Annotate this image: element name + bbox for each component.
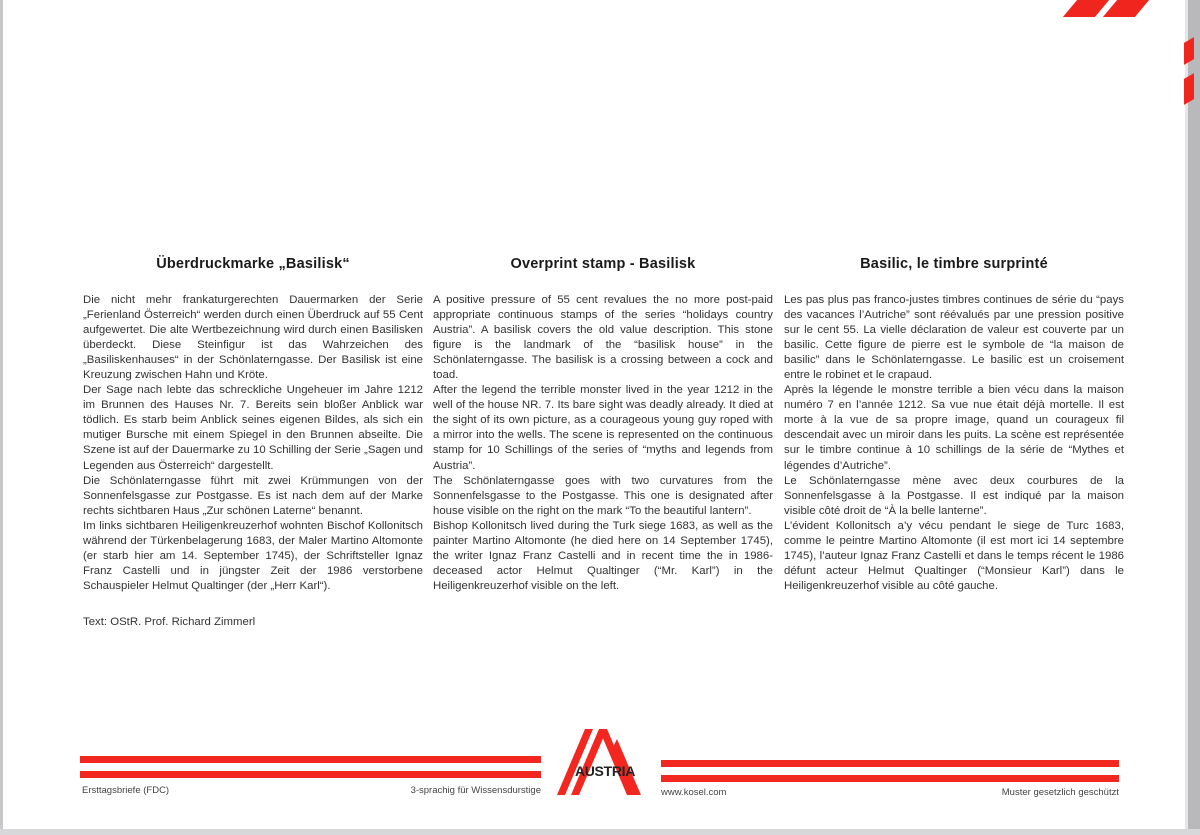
paragraph: L’évident Kollonitsch a’y vécu pendant le siege de Turc 1683, comme le peintre Martino Altomonte (il est mort ici 14 septembre 1745), l’auteur Ignaz Franz Castelli et dans le temps récent le 1986 défunt acteur Helmut Qualtinger (“Monsieur Karl”) dans le Heiligenkreuzerhof visible au côté gauche.	[784, 519, 1124, 592]
austria-logo	[555, 727, 645, 797]
paragraph: Après la légende le monstre terrible a bien vécu dans la maison numéro 7 en l’année 1212. Sa vue nue était déjà mortelle. Il est morte à la vue de sa propre image, quand un courageux fil descendait avec un miroir dans les puits. La scène est représentée sur le timbre continue à 10 schillings de la série de “Mythes et légendes d’Autriche”.	[784, 384, 1124, 472]
paragraph: Bishop Kollonitsch lived during the Turk siege 1683, as well as the painter Martino Altomonte (he died here on 14 September 1745), the writer Ignaz Franz Castelli and in recent time the in 1986-deceased actor Helmut Qualtinger (“Mr. Karl”) in the Heiligenkreuzerhof visible on the left.	[433, 519, 773, 592]
paragraph: Die Schönlaterngasse führt mit zwei Krümmungen von der Sonnenfelsgasse zur Postgasse. Es ist nach dem auf der Marke rechts sichtbaren Haus „Zur schönen Laterne“ benannt.	[83, 474, 423, 517]
austria-a-stripes-icon	[555, 727, 645, 797]
page-right-edge	[1188, 0, 1200, 835]
paragraph: A positive pressure of 55 cent revalues the no more post-paid appropriate continuous stamps of the series “holidays country Austria”. A basilisk covers the old value description. This stone figure is the landmark of the “basilisk house” in the Schönlaterngasse. The basilisk is a crossing between a cock and toad.	[433, 294, 773, 382]
author-credit: Text: OStR. Prof. Richard Zimmerl	[83, 615, 256, 628]
footer-stripe-right-top	[661, 760, 1119, 767]
footer-stripe-left-bottom	[80, 771, 541, 778]
footer-fdc-label: Ersttagsbriefe (FDC)	[82, 785, 170, 796]
footer-copyright-notice: Muster gesetzlich geschützt	[1001, 787, 1119, 798]
paragraph: Im links sichtbaren Heiligenkreuzerhof wohnten Bischof Kollonitsch während der Türkenbelagerung 1683, der Maler Martino Altomonte (er starb hier am 14. September 1745), der Schriftsteller Ignaz Franz Castelli und in jüngster Zeit der 1986 verstorbene Schauspieler Helmut Qualtinger (der „Herr Karl“).	[83, 519, 423, 592]
footer-website-link[interactable]: www.kosel.com	[661, 787, 727, 798]
column-title: Overprint stamp - Basilisk	[510, 256, 696, 272]
column-title: Basilic, le timbre surprinté	[860, 256, 1048, 272]
page-left-edge	[0, 0, 3, 835]
footer-stripe-right-bottom	[661, 775, 1119, 782]
paragraph: Les pas plus pas franco-justes timbres continues de série du “pays des vacances l’Autriche” sont réévalués par une pression positive sur le cent 55. La vielle déclaration de valeur est couverte par un basilic. Cette figure de pierre est le symbole de “la maison de basilic” dans le Schönlaterngasse. Le basilic est un croisement entre le robinet et le crapaud.	[784, 294, 1124, 382]
column-german	[83, 256, 423, 628]
footer-stripe-left-top	[80, 756, 541, 763]
logo-text: AUSTRIA	[574, 763, 636, 779]
paragraph: Die nicht mehr frankaturgerechten Dauermarken der Serie „Ferienland Österreich“ werden durch einen Überdruck auf 55 Cent aufgewertet. Die alte Wertbezeichnung wird durch einen Basilisken überdeckt. Diese Steinfigur ist das Wahrzeichen des „Basiliskenhauses“ in der Schönlaterngasse. Der Basilisk ist eine Kreuzung zwischen Hahn und Kröte.	[83, 294, 423, 382]
corner-stripe-icon	[1103, 0, 1149, 17]
corner-stripe-icon	[1063, 0, 1109, 17]
column-title: Überdruckmarke „Basilisk“	[156, 256, 350, 272]
paragraph: Le Schönlaterngasse mène avec deux courbures de la Sonnenfelsgasse à la Postgasse. Il est indiqué par la maison visible côté droit de “À la belle lanterne”.	[784, 474, 1124, 517]
paragraph: Der Sage nach lebte das schreckliche Ungeheuer im Jahre 1212 im Brunnen des Hauses Nr. 7. Bereits sein bloßer Anblick war tödlich. Es starb beim Anblick seines eigenen Bildes, als sich ein mutiger Bursche mit einem Spiegel in den Brunnen abseilte. Die Szene ist auf der Dauermarke zu 10 Schilling der Serie „Sagen und Legenden aus Österreich“ dargestellt.	[83, 384, 423, 472]
paragraph: After the legend the terrible monster lived in the year 1212 in the well of the house NR. 7. Its bare sight was deadly already. It died at the sight of its own picture, as a courageous young guy roped with a mirror into the wells. The scene is represented on the continuous stamp for 10 Schillings of the series of “myths and legends from Austria”.	[433, 384, 773, 472]
paragraph: The Schönlaterngasse goes with two curvatures from the Sonnenfelsgasse to the Postgasse. This one is designated after house visible on the right on the mark “To the beautiful lantern”.	[433, 474, 773, 517]
column-french	[784, 256, 1124, 594]
footer-tagline: 3-sprachig für Wissensdurstige	[410, 785, 541, 796]
page-bottom-edge	[0, 829, 1200, 835]
column-english	[433, 256, 773, 594]
